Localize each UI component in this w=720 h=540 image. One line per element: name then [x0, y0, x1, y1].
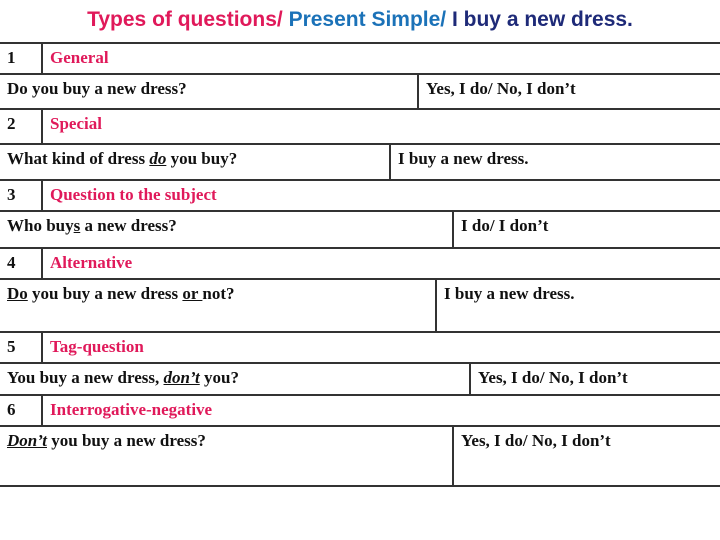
example-row	[0, 143, 720, 179]
question-text: you?	[199, 368, 239, 387]
question-text: you buy?	[166, 149, 238, 168]
question-text: Do you buy a new dress?	[7, 79, 187, 98]
question-text: Who buy	[7, 216, 74, 235]
question-cell	[0, 75, 417, 108]
question-text: a new dress?	[80, 216, 177, 235]
category-row	[0, 42, 720, 73]
example-row	[0, 425, 720, 487]
question-cell	[0, 212, 452, 247]
slide-title	[0, 8, 720, 32]
row-number: 5	[7, 337, 16, 356]
category-label: General	[41, 44, 720, 73]
category-row	[0, 179, 720, 210]
category-label: Interrogative-negative	[41, 396, 720, 425]
example-row	[0, 73, 720, 108]
category-label: Special	[41, 110, 720, 143]
row-number: 2	[7, 114, 16, 133]
answer-cell: Yes, I do/ No, I don’t	[469, 364, 720, 394]
row-number: 3	[7, 185, 16, 204]
answer-cell: Yes, I do/ No, I don’t	[417, 75, 720, 108]
question-text: What kind of dress	[7, 149, 150, 168]
category-row	[0, 394, 720, 425]
question-text: you buy a new dress	[27, 284, 183, 303]
question-emphasis: do	[149, 149, 167, 168]
question-text: You buy a new dress,	[7, 368, 164, 387]
title-types-of-questions: Types of questions/	[87, 8, 283, 31]
category-label: Tag-question	[41, 333, 720, 362]
example-row	[0, 278, 720, 331]
question-emphasis: or	[182, 284, 203, 303]
answer-cell: I buy a new dress.	[435, 280, 720, 331]
question-emphasis: Don’t	[7, 431, 47, 450]
question-text: you buy a new dress?	[47, 431, 206, 450]
category-row	[0, 247, 720, 278]
row-number: 4	[7, 253, 16, 272]
category-row	[0, 331, 720, 362]
question-text: not?	[202, 284, 235, 303]
title-tense: Present Simple/	[288, 8, 447, 31]
answer-cell: Yes, I do/ No, I don’t	[452, 427, 720, 485]
question-cell	[0, 145, 389, 179]
question-emphasis: s	[73, 216, 81, 235]
question-emphasis: Do	[7, 284, 28, 303]
category-label: Question to the subject	[41, 181, 720, 210]
question-emphasis: don’t	[163, 368, 200, 387]
example-row	[0, 210, 720, 247]
question-cell	[0, 280, 435, 331]
example-row	[0, 362, 720, 394]
question-cell	[0, 427, 452, 485]
row-number: 6	[7, 400, 16, 419]
answer-cell: I buy a new dress.	[389, 145, 720, 179]
title-example-sentence: I buy a new dress.	[451, 8, 633, 31]
row-number: 1	[7, 48, 16, 67]
category-row	[0, 108, 720, 143]
category-label: Alternative	[41, 249, 720, 278]
question-types-table	[0, 42, 720, 487]
question-cell	[0, 364, 469, 394]
answer-cell: I do/ I don’t	[452, 212, 720, 247]
